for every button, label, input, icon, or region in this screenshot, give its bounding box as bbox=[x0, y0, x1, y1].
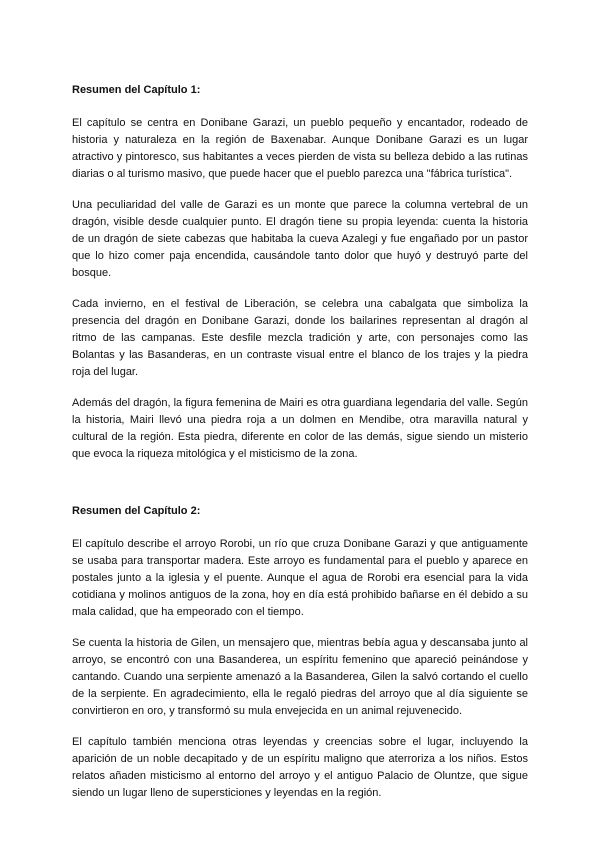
chapter-1-paragraph-4: Además del dragón, la figura femenina de Mairi es otra guardiana legendaria del valle. Según la historia, Mairi llevó una piedra roja a un dolmen en Mendibe, otra maravilla natural y cultural de la región. Esta piedra, diferente en color de las demás, sigue siendo un misterio que evoca la riqueza mitológica y el misticismo de la zona. bbox=[72, 397, 528, 460]
chapter-2-title: Resumen del Capítulo 2: bbox=[72, 505, 201, 517]
chapter-2-paragraph-2: Se cuenta la historia de Gilen, un mensajero que, mientras bebía agua y descansaba junto al arroyo, se encontró con una Basanderea, un espíritu femenino que apareció peinándose y cantando. Cuando una serpiente amenazó a la Basanderea, Gilen la salvó cortando el cuello de la serpiente. En agradecimiento, ella le regaló piedras del arroyo que al día siguiente se convirtieron en oro, y transformó su mula envejecida en un animal rejuvenecido. bbox=[72, 637, 528, 717]
chapter-1-paragraph-2: Una peculiaridad del valle de Garazi es un monte que parece la columna vertebral de un dragón, visible desde cualquier punto. El dragón tiene su propia leyenda: cuenta la historia de un dragón de siete cabezas que habitaba la cueva Azalegi y fue engañado por un pastor que lo hizo comer paja encendida, causándole tanto dolor que huyó y destruyó parte del bosque. bbox=[72, 199, 528, 279]
chapter-2-summary bbox=[72, 503, 528, 802]
chapter-1-paragraph-1: El capítulo se centra en Donibane Garazi, un pueblo pequeño y encantador, rodeado de historia y naturaleza en la región de Baxenabar. Aunque Donibane Garazi es un lugar atractivo y pintoresco, sus habitantes a veces pierden de vista su belleza debido a las rutinas diarias o al turismo masivo, que puede hacer que el pueblo parezca una "fábrica turística". bbox=[72, 117, 528, 180]
document-page bbox=[72, 82, 528, 816]
chapter-1-summary bbox=[72, 82, 528, 463]
chapter-2-paragraph-1: El capítulo describe el arroyo Rorobi, un río que cruza Donibane Garazi y que antiguamente se usaba para transportar madera. Este arroyo es fundamental para el pueblo y aparece en postales junto a la iglesia y el puente. Aunque el agua de Rorobi era esencial para la vida cotidiana y molinos antiguos de la zona, hoy en día está prohibido bañarse en él debido a su mala calidad, que ha empeorado con el tiempo. bbox=[72, 538, 528, 618]
chapter-1-paragraph-3: Cada invierno, en el festival de Liberación, se celebra una cabalgata que simboliza la presencia del dragón en Donibane Garazi, donde los bailarines representan al dragón al ritmo de las campanas. Este desfile mezcla tradición y arte, con personajes como las Bolantas y las Basanderas, en un contraste visual entre el blanco de los trajes y la piedra roja del lugar. bbox=[72, 298, 528, 378]
chapter-1-title: Resumen del Capítulo 1: bbox=[72, 84, 201, 96]
chapter-2-paragraph-3: El capítulo también menciona otras leyendas y creencias sobre el lugar, incluyendo la aparición de un noble decapitado y de un espíritu maligno que aterroriza a los niños. Estos relatos añaden misticismo al entorno del arroyo y el antiguo Palacio de Oluntze, que sigue siendo un lugar lleno de supersticiones y leyendas en la región. bbox=[72, 736, 528, 799]
